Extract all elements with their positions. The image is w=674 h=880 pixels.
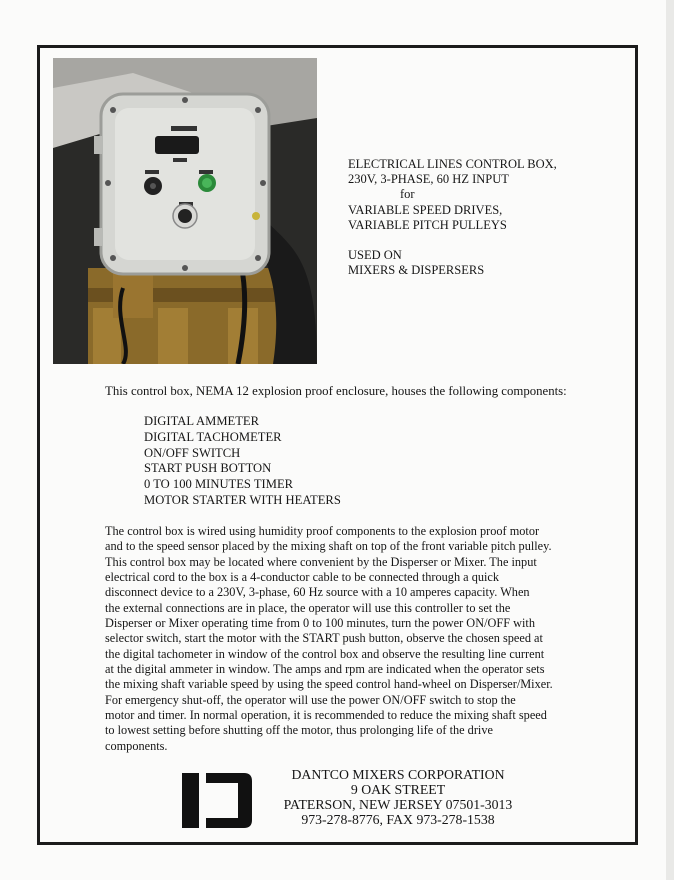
control-box-photo: [53, 58, 317, 364]
product-spec-block: [348, 157, 628, 278]
paragraph-line: to lowest setting before shutting off the motor, thus prolonging life of the drive: [105, 723, 493, 738]
spec-line: USED ON: [348, 248, 402, 263]
paragraph-line: components.: [105, 738, 168, 753]
paragraph-line: the mixing shaft variable speed by using the speed control hand-wheel on Disperser/Mixer.: [105, 677, 553, 692]
company-name: DANTCO MIXERS CORPORATION: [291, 767, 505, 782]
paragraph-line: Disperser or Mixer operating time from 0 to 100 minutes, turn the power ON/OFF with: [105, 616, 535, 631]
company-city: PATERSON, NEW JERSEY 07501-3013: [283, 797, 513, 812]
intro-sentence: This control box, NEMA 12 explosion proof enclosure, houses the following components:: [105, 384, 567, 398]
spec-line: 230V, 3-PHASE, 60 HZ INPUT: [348, 172, 509, 187]
list-item: ON/OFF SWITCH: [144, 445, 241, 460]
spec-line: VARIABLE PITCH PULLEYS: [348, 217, 507, 232]
list-item: START PUSH BOTTON: [144, 461, 272, 476]
paragraph-line: the external connections are in place, the operator will use this controller to set the: [105, 600, 511, 615]
company-phone: 973-278-8776, FAX 973-278-1538: [301, 812, 495, 827]
paragraph-line: motor and timer. In normal operation, it is recommended to reduce the mixing shaft speed: [105, 708, 547, 723]
list-item: MOTOR STARTER WITH HEATERS: [144, 492, 341, 507]
page-edge-shadow: [666, 0, 674, 880]
paragraph-line: selector switch, start the motor with the START push button, observe the chosen speed at: [105, 631, 543, 646]
paragraph-line: at the digital ammeter in window. The amps and rpm are indicated when the operator sets: [105, 662, 545, 677]
description-paragraph: [105, 524, 615, 754]
spec-line: VARIABLE SPEED DRIVES,: [348, 202, 503, 217]
spec-line: ELECTRICAL LINES CONTROL BOX,: [348, 157, 557, 171]
spec-line: MIXERS & DISPERSERS: [348, 263, 485, 278]
company-address-block: [258, 767, 538, 827]
paragraph-line: The control box is wired using humidity proof components to the explosion proof motor: [105, 524, 540, 538]
paragraph-line: For emergency shut-off, the operator will use the power ON/OFF switch to stop the: [105, 692, 516, 707]
list-item: DIGITAL AMMETER: [144, 414, 260, 428]
company-logo: [182, 773, 252, 828]
control-box-illustration: [53, 58, 317, 364]
paragraph-line: electrical cord to the box is a 4-conductor cable to be connected through a quick: [105, 570, 500, 585]
company-street: 9 OAK STREET: [350, 782, 446, 797]
list-item: DIGITAL TACHOMETER: [144, 429, 282, 444]
paragraph-line: disconnect device to a 230V, 3-phase, 60 Hz source with a 10 amperes capacity. When: [105, 585, 530, 600]
paragraph-line: the digital tachometer in window of the control box and observe the resulting line current: [105, 646, 545, 661]
paragraph-line: and to the speed sensor placed by the mixing shaft on top of the front variable pitch pulley.: [105, 539, 552, 554]
paragraph-line: This control box may be located where convenient by the Disperser or Mixer. The input: [105, 554, 537, 569]
components-list: [144, 414, 341, 509]
spec-line: for: [400, 187, 415, 202]
list-item: 0 TO 100 MINUTES TIMER: [144, 477, 294, 492]
